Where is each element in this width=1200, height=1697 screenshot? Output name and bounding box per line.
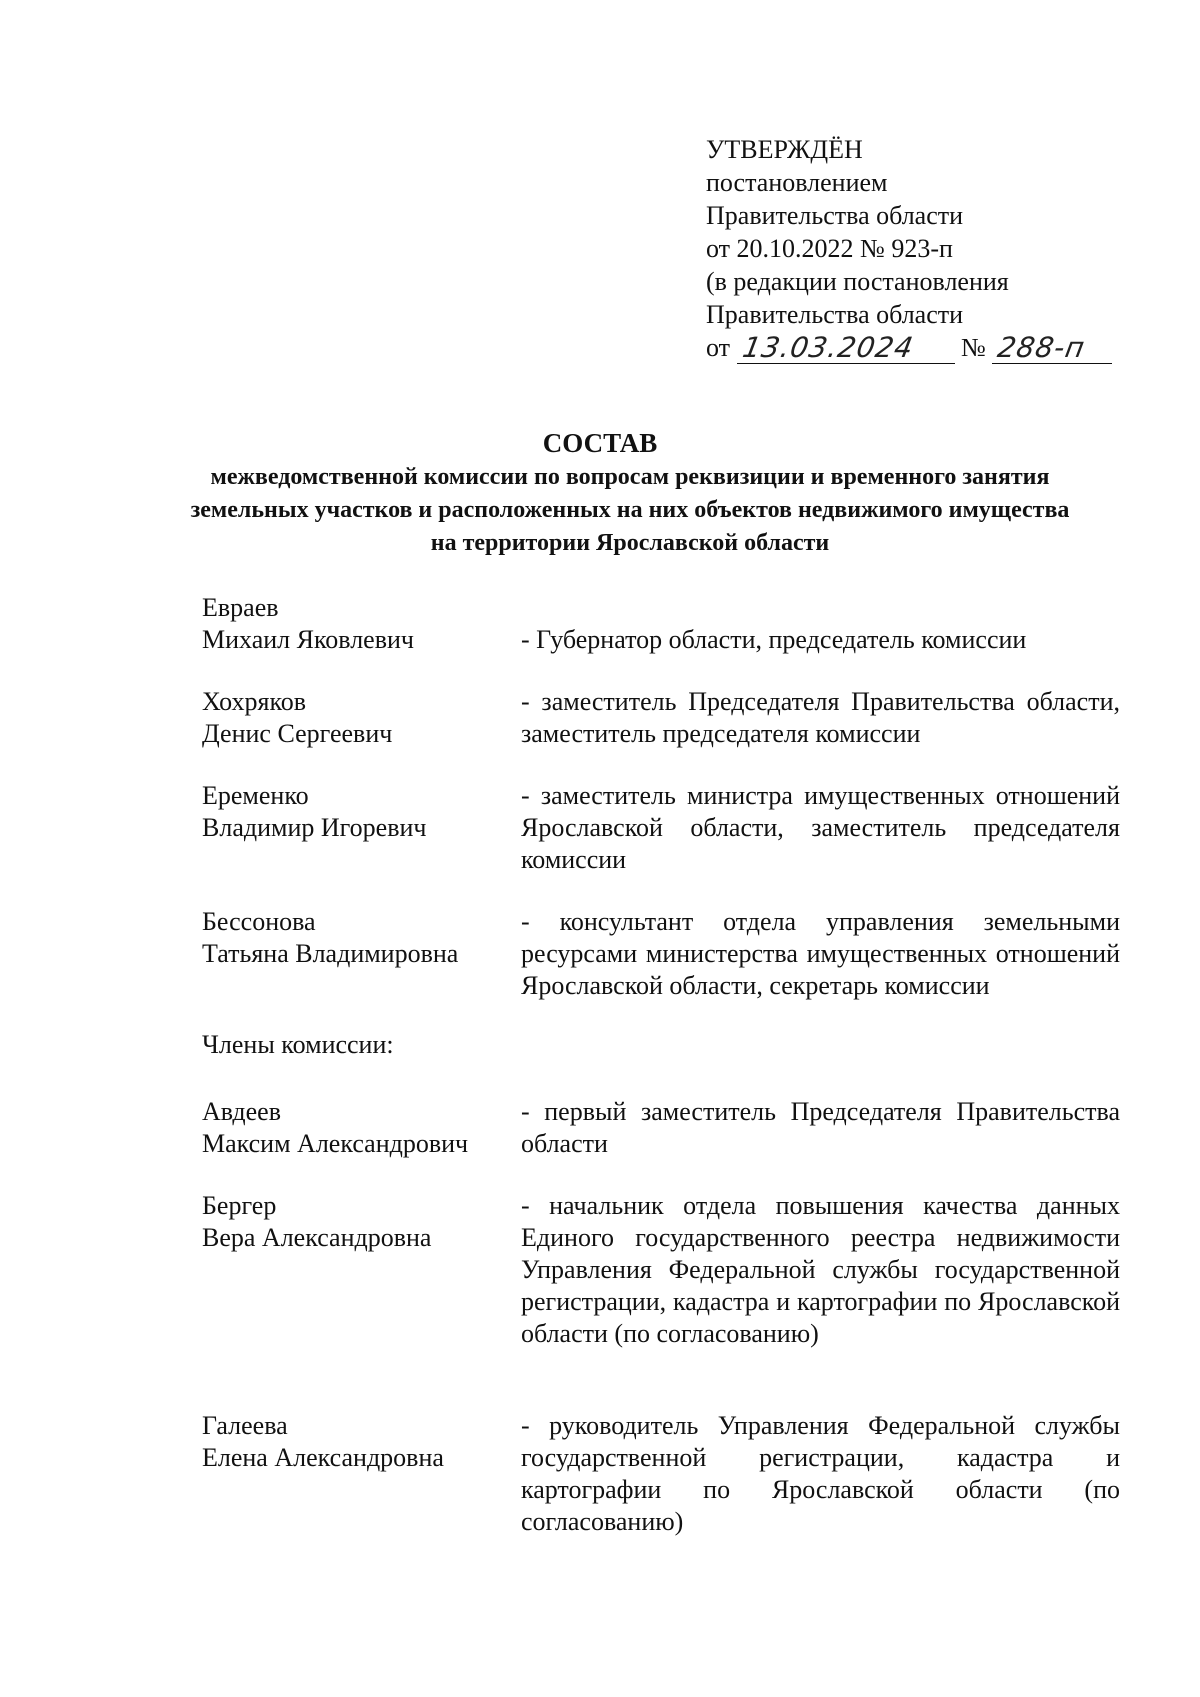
member-given-name: Елена Александровна [202,1443,444,1472]
approval-stamp [706,133,1112,364]
member-role: - начальник отдела повышения качества данных Единого государственного реестра недвижимости Управления Федеральной службы государственной регистрации, кадастра и картографии по Ярославской области (по согласованию) [521,1191,1120,1348]
member-surname: Евраев [202,593,279,622]
member-surname: Хохряков [202,687,307,716]
member-given-name: Денис Сергеевич [202,719,393,748]
member-role: - консультант отдела управления земельными ресурсами министерства имущественных отношений Ярославской области, секретарь комиссии [521,907,1120,1000]
member-surname: Авдеев [202,1097,281,1126]
member-role: - Губернатор области, председатель комиссии [521,625,1027,654]
member-surname: Бергер [202,1191,277,1220]
approval-line: постановлением [706,168,888,197]
members-section-label: Члены комиссии: [202,1030,394,1059]
member-role: - руководитель Управления Федеральной службы государственной регистрации, кадастра и картографии по Ярославской области (по согласованию) [521,1411,1120,1536]
member-name [202,780,502,844]
member-role: - первый заместитель Председателя Правительства области [521,1097,1120,1158]
date-fill [737,331,955,364]
approval-line: Правительства области [706,300,964,329]
approval-date-line [706,331,1112,364]
member-name [202,1096,502,1160]
approval-title: УТВЕРЖДЁН [706,135,863,164]
member-name [202,686,502,750]
document-subtitle: межведомственной комиссии по вопросам реквизиции и временного занятия земельных участков и расположенных на них объектов недвижимого имущества на территории Ярославской области [190,464,1070,556]
handwritten-number: 288-п [995,331,1089,364]
member-given-name: Максим Александрович [202,1129,469,1158]
member-given-name: Михаил Яковлевич [202,625,414,654]
member-role: - заместитель Председателя Правительства области, заместитель председателя комиссии [521,687,1120,748]
member-name [202,906,502,970]
number-prefix: № [961,333,986,362]
member-given-name: Владимир Игоревич [202,813,427,842]
member-surname: Галеева [202,1411,288,1440]
handwritten-date: 13.03.2024 [739,331,916,364]
member-surname: Еременко [202,781,309,810]
approval-line: Правительства области [706,201,964,230]
number-fill [992,331,1112,364]
member-name [202,1410,502,1474]
member-role: - заместитель министра имущественных отношений Ярославской области, заместитель председателя комиссии [521,781,1120,874]
member-name [202,592,502,656]
date-prefix: от [706,333,731,362]
member-given-name: Вера Александровна [202,1223,432,1252]
member-given-name: Татьяна Владимировна [202,939,459,968]
member-name [202,1190,502,1254]
approval-line: (в редакции постановления [706,267,1009,296]
member-surname: Бессонова [202,907,316,936]
document-title: СОСТАВ [542,428,658,458]
approval-line: от 20.10.2022 № 923-п [706,234,953,263]
